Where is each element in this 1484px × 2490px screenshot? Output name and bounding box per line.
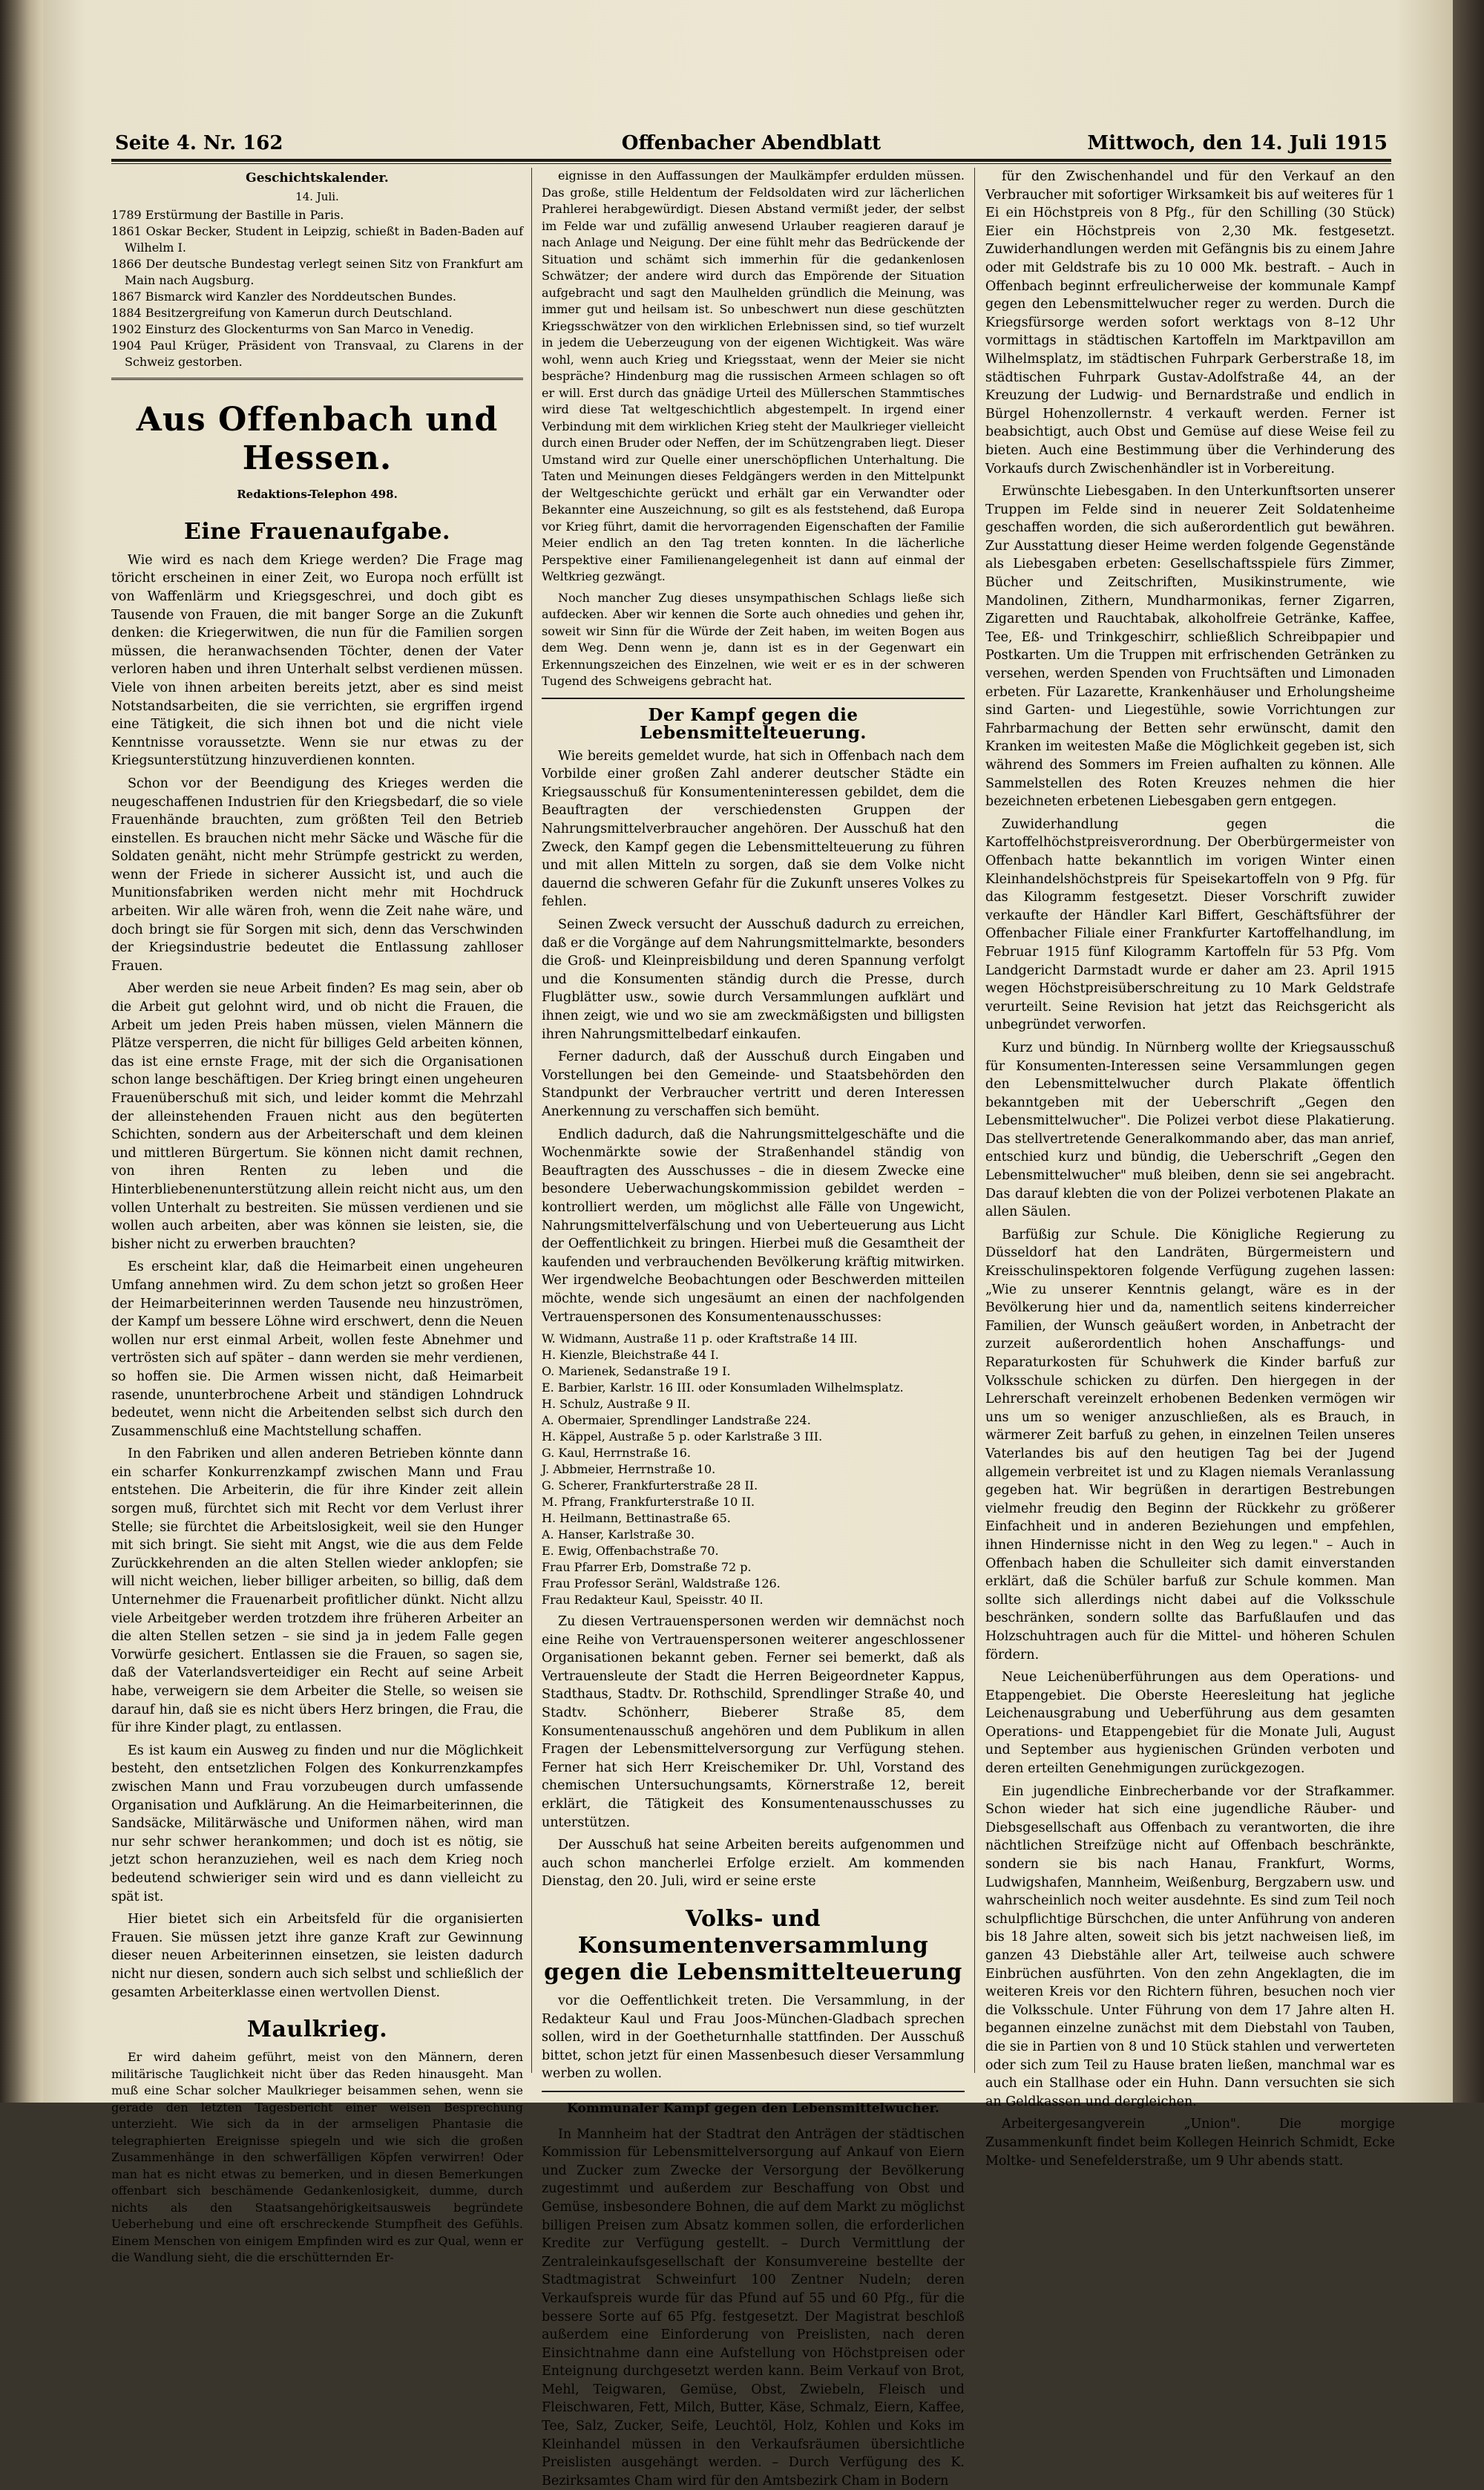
article-paragraph: Es erscheint klar, daß die Heimarbeit einen ungeheuren Umfang annehmen wird. Zu dem schon jetzt so großen Heer der Heimarbeiterinnen werden Tausende neu hinzuströmen, der Kampf um bessere Löhne wird erschwert, denn die Neuen wollen nur erst einmal Arbeit, wollen feste Abnehmer und vertrösten sich auf später – dann werden sie mehr verdienen, so hoffen sie. Die Armen wissen nicht, daß Heimarbeit rasende, ununterbrochene Arbeit und ständigen Lohndruck bedeutet, wenn nicht die Arbeitenden selbst sich durch den Zusammenschluß eine Machtstellung schaffen.	[111, 1259, 523, 1439]
trustee-entry: E. Barbier, Karlstr. 16 III. oder Konsumladen Wilhelmsplatz.	[542, 1380, 904, 1395]
column-divider	[531, 168, 532, 2073]
calendar-title: Geschichtskalender.	[246, 171, 389, 186]
article-paragraph: Ein jugendliche Einbrecherbande vor der Strafkammer. Schon wieder hat sich eine jugendliche Räuber- und Diebsgesellschaft aus Offenbach zu verantworten, die ihre nächtlichen Streifzüge nicht auf Offenbach beschränkte, sondern sie bis nach Hanau, Frankfurt, Worms, Ludwigshafen, Mannheim, Weißenburg, Bergzabern usw. und wahrscheinlich noch weiter ausdehnte. Es sind zum Teil noch schulpflichtige Bürschchen, die unter Anführung von anderen bis 18 Jahre alten, soweit sich bis jetzt nachweisen ließ, im ganzen 43 Diebstähle aller Art, teilweise auch schwere Einbrüchen ausführten. Von den zehn Angeklagten, die im weiteren Kreis vor den Richtern führen, besuchen noch vier die Volksschule. Unter Führung von dem 17 Jahre alten H. begannen einzelne zunächst mit dem Diebstahl von Tauben, die sie in Partien von 8 und 10 Stück stahlen und verwerteten oder sich zum Teil zu Hause braten ließen, manchmal war es auch ein Stallhase oder ein Huhn. Dann versuchten sie sich an Geldkassen und dergleichen.	[985, 1783, 1395, 2109]
trustee-entry: G. Kaul, Herrnstraße 16.	[542, 1446, 692, 1461]
article-paragraph: Schon vor der Beendigung des Krieges werden die neugeschaffenen Industrien für den Kriegsbedarf, die so viele Frauenhände brauchten, zum größten Teil den Betrieb einstellen. Es brauchen nicht mehr Säcke und Wäsche für die Soldaten genäht, nicht mehr Strümpfe gestrickt zu werden, wenn der Friede in sicherer Aussicht ist, und auch die Munitionsfabriken werden nicht mehr mit Hochdruck arbeiten. Wir alle wären froh, wenn die Zeit nahe wäre, und doch bringt sie für Sorgen mit sich, denn das Verschwinden der Kriegsindustrie bedeutet die Entlassung zahlloser Frauen.	[111, 776, 523, 974]
page-edge	[1453, 0, 1484, 2103]
page-header	[115, 126, 1388, 159]
trustee-entry: A. Obermaier, Sprendlinger Landstraße 224.	[542, 1413, 811, 1428]
article-paragraph: Barfüßig zur Schule. Die Königliche Regierung zu Düsseldorf hat den Landräten, Bürgermeistern und Kreisschulinspektoren folgende Verfügung zugehen lassen: „Wie zu unserer Kenntnis gelangt, wäre es in der Bevölkerung hier und da, namentlich seitens kinderreicher Familien, der Wunsch geäußert worden, in Anbetracht der zurzeit außerordentlich hohen Anschaffungs- und Reparaturkosten für Schuhwerk die Kinder barfuß zur Volksschule schicken zu dürfen. Den hiergegen in der Lehrerschaft vereinzelt erhobenen Bedenken vermögen wir uns um so weniger anzuschließen, als es Brauch, in wärmerer Zeit barfuß zu gehen, in einzelnen Teilen unseres Vaterlandes bis auf den heutigen Tag bei der Jugend allgemein verbreitet ist und zu Klagen niemals Veranlassung gegeben hat. Wir begrüßen in derartigen Bestrebungen vielmehr freudig den Beginn der Rückkehr zu größerer Einfachheit und in anderen Beziehungen und empfehlen, ihnen Hindernisse nicht in den Weg zu legen." – Auch in Offenbach haben die Schulleiter sich damit einverstanden erklärt, daß die Schüler barfuß zur Schule kommen. Man sollte sich allerdings nicht dabei auf die Volksschule beschränken, sondern sollte das Barfußlaufen und das Holzschuhtragen auch für die Mittel- und höheren Schulen fördern.	[985, 1227, 1395, 1662]
trustee-entry: H. Schulz, Austraße 9 II.	[542, 1397, 691, 1412]
article-title: Eine Frauenaufgabe.	[184, 518, 450, 545]
article-paragraph: eignisse in den Auffassungen der Maulkämpfer erdulden müssen. Das große, stille Heldentum der Feldsoldaten wird zur lächerlichen Prahlerei herabgewürdigt. Diesen Abstand vermißt jeder, der selbst im Felde war und zufällig anwesend Urlauber reagieren darauf je nach Anlage und Neigung. Der eine fühlt mehr das Bedrückende der Situation und schämt sich immerhin für die gedankenlosen Schwätzer; der andere wird durch das Empörende der Situation aufgebracht und sagt den Maulhelden gründlich die Meinung, was immer gut und heilsam ist. So unbeschwert nun diese geschützten Kriegsschwätzer von den wirklichen Erlebnissen sind, so tief wurzelt in jedem die Ueberzeugung von der eigenen Wichtigkeit. Was wäre wohl, wenn auch Krieg und Kriegsstaat, wenn der Meier sie nicht bespräche? Hindenburg mag die russischen Armeen schlagen so oft er will. Erst durch das gnädige Urteil des Müllerschen Stammtisches wird diese Tat weltgeschichtlich abgestempelt. In irgend einer Verbindung mit dem wirklichen Krieg steht der Maulkrieger vielleicht durch einen Bruder oder Neffen, der im Schützengraben liegt. Dieser Umstand wird zur Quelle einer unerschöpflichen Unterhaltung. Die Taten und Meinungen dieses Feldgängers werden in den Mittelpunkt der Weltgeschichte gerückt und erhält gar ein Verwandter oder Bekannter eine Auszeichnung, so gilt es als feststehend, daß Europa vor Krieg führt, damit die hervorragenden Eigenschaften der Familie Meier endlich an den Tag treten konnten. In die lächerliche Perspektive einer Familienangelegenheit ist dann auf einmal der Weltkrieg gezwängt.	[542, 168, 965, 583]
trustee-entry: Frau Professor Seränl, Waldstraße 126.	[542, 1576, 781, 1591]
trustee-entry: H. Kienzle, Bleichstraße 44 I.	[542, 1348, 719, 1363]
trustee-entry: W. Widmann, Austraße 11 p. oder Kraftstraße 14 III.	[542, 1331, 858, 1346]
header-rule-thin	[111, 163, 1391, 164]
article-paragraph: Der Ausschuß hat seine Arbeiten bereits aufgenommen und auch schon mancherlei Erfolge erzielt. Am kommenden Dienstag, den 20. Juli, wird er seine erste	[542, 1838, 965, 1890]
page-number: Seite 4. Nr. 162	[115, 132, 283, 154]
article-paragraph: Hier bietet sich ein Arbeitsfeld für die organisierten Frauen. Sie müssen jetzt ihre ganze Kraft zur Gewinnung dieser neuen Arbeiterinnen einsetzen, sie leisten dadurch nicht nur diesen, sondern auch sich selbst und schließlich der gesamten Arbeiterklasse einen wertvollen Dienst.	[111, 1912, 523, 2000]
section-heading: Aus Offenbach und Hessen.	[136, 401, 499, 478]
calendar-entry: 1867 Bismarck wird Kanzler des Norddeutschen Bundes.	[111, 289, 457, 304]
section-rule	[542, 2091, 965, 2092]
trustee-entry: M. Pfrang, Frankfurterstraße 10 II.	[542, 1495, 755, 1510]
article-paragraph: Zu diesen Vertrauenspersonen werden wir demnächst noch eine Reihe von Vertrauenspersonen weiterer angeschlossener Organisationen bekannt geben. Ferner sei bemerkt, daß als Vertrauensleute der Stadt die Herren Beigeordneter Kappus, Stadthaus, Stadtv. Dr. Rothschild, Sprendlinger Straße 40, und Stadtv. Schönherr, Bieberer Straße 85, dem Konsumentenausschuß angehören und dem Publikum in allen Fragen der Lebensmittelversorgung zur Verfügung stehen. Ferner hat sich Herr Kreischemiker Dr. Uhl, Vorstand des chemischen Untersuchungsamts, Körnerstraße 12, bereit erklärt, die Tätigkeit des Konsumentenausschusses zu unterstützen.	[542, 1614, 965, 1830]
column-1	[111, 168, 523, 2265]
article-paragraph: vor die Oeffentlichkeit treten. Die Versammlung, in der Redakteur Kaul und Frau Joos-München-Gladbach sprechen sollen, wird in der Goetheturnhalle stattfinden. Der Ausschuß bittet, schon jetzt für einen Massenbesuch dieser Versammlung werben zu wollen.	[542, 1993, 965, 2082]
article-paragraph: Er wird daheim geführt, meist von den Männern, deren militärische Tauglichkeit nicht über das Reden hinausgeht. Man muß eine Schar solcher Maulkrieger beisammen sehen, wenn sie gerade den letzten Tagesbericht einer weisen Besprechung unterzieht. Wie sich da in der armseligen Phantasie die telegraphierten Ereignisse spiegeln und wie sich die großen Zusammenhänge in den schwerfälligen Köpfen verwirren! Oder man hat es nicht etwas zu bemerken, und in diesen Bemerkungen offenbart sich beschämende Gedankenlosigkeit, dumme, durch nichts als den Staatsangehörigkeitsausweis begründete Ueberhebung und eine oft erschreckende Stumpfheit des Gefühls. Einem Menschen von einigem Empfinden wird es zur Qual, wenn er die Wandlung sieht, die die erschütternden Er-	[111, 2050, 523, 2265]
trustee-entry: H. Käppel, Austraße 5 p. oder Karlstraße 3 III.	[542, 1429, 823, 1444]
calendar-entry: 1904 Paul Krüger, Präsident von Transvaal, zu Clarens in der Schweiz gestorben.	[111, 338, 523, 370]
article-paragraph: Kurz und bündig. In Nürnberg wollte der Kriegsausschuß für Konsumenten-Interessen seine Versammlungen gegen den Lebensmittelwucher durch Plakate öffentlich bekanntgeben mit der Ueberschrift „Gegen den Lebensmittelwucher". Die Polizei verbot diese Plakatierung. Das stellvertretende Generalkommando aber, das man anrief, entschied kurz und bündig, die Ueberschrift „Gegen den Lebensmittelwucher" muß bleiben, denn sie sei angebracht. Das darauf klebten die von der Polizei verbotenen Plakate an allen Säulen.	[985, 1040, 1395, 1220]
article-paragraph: Noch mancher Zug dieses unsympathischen Schlags ließe sich aufdecken. Aber wir kennen die Sorte auch ohnedies und gehen ihr, soweit wir Sinn für die Würde der Zeit haben, im weiten Bogen aus dem Weg. Denn wenn je, dann ist es in der Gegenwart ein Erkennungszeichen des Einzelnen, wie weit er es in der schweren Tugend des Schweigens gebracht hat.	[542, 590, 965, 688]
editorial-phone: Redaktions-Telephon 498.	[237, 488, 398, 502]
trustee-entry: G. Scherer, Frankfurterstraße 28 II.	[542, 1478, 758, 1493]
article-paragraph: Aber werden sie neue Arbeit finden? Es mag sein, aber ob die Arbeit gut gelohnt wird, und ob nicht die Frauen, die Arbeit um jeden Preis haben müssen, vielen Männern die Plätze versperren, die nicht für billiges Geld arbeiten können, das ist eine ernste Frage, mit der sich die Organisationen schon lange beschäftigen. Der Krieg bringt einen ungeheuren Frauenüberschuß mit sich, und leider kommt die Mehrzahl der alleinstehenden Frauen nicht aus den begüterten Schichten, sondern aus der Arbeiterschaft und dem kleinen und mittleren Bürgertum. Sie können nicht damit rechnen, von ihren Renten zu leben und die Hinterbliebenenunterstützung allein reicht nicht aus, um den vollen Unterhalt zu bestreiten. Sie müssen verdienen und sie wollen auch arbeiten, aber was können sie leisten, sie, die bisher nicht zu erwerben brauchten?	[111, 981, 523, 1252]
column-2	[542, 168, 965, 2489]
calendar-entry: 1866 Der deutsche Bundestag verlegt seinen Sitz von Frankfurt am Main nach Augsburg.	[111, 257, 523, 288]
article-paragraph: In den Fabriken und allen anderen Betrieben könnte dann ein scharfer Konkurrenzkampf zwischen Mann und Frau entstehen. Die Arbeiterin, die für ihre Kinder zeit allein sorgen muß, fürchtet sich mit Recht vor dem Verlust ihrer Stelle; sie fürchtet die Arbeitslosigkeit, weil sie den Hunger mit sich bringt. Sie sieht mit Angst, wie die aus dem Felde Zurückkehrenden an die alten Stellen wieder anklopfen; sie will nicht weichen, lieber billiger arbeiten, so billig, daß dem Unternehmer die Frauenarbeit profitlicher dünkt. Nicht allzu viele Arbeitgeber werden trotzdem ihre früheren Arbeiter an die alten Stellen setzen – sie sind ja in jedem Falle gegen Vorwürfe gesichert. Entlassen sie die Frauen, so sagen sie, daß der Vaterlandsverteidiger ein Recht auf seine Arbeit habe, verweigern sie dem Arbeiter die Stelle, so weisen sie darauf hin, daß sie es nicht übers Herz bringen, die Frau, die für ihre Kinder plagt, zu entlassen.	[111, 1447, 523, 1736]
article-paragraph: Wie wird es nach dem Kriege werden? Die Frage mag töricht erscheinen in einer Zeit, wo Europa noch erfüllt ist von Waffenlärm und Kriegsgeschrei, und doch gibt es Tausende von Frauen, die mit banger Sorge an die Zukunft denken: die Kriegerwitwen, die nun für die Familien sorgen müssen, die heranwachsenden Töchter, denen der Vater verloren haben und ihren Unterhalt selbst verdienen müssen. Viele von ihnen arbeiten bereits jetzt, aber es sind meist Notstandsarbeiten, die sie verrichten, sie ergriffen irgend eine Tätigkeit, die sich ihnen bot und die nicht viele Kenntnisse voraussetzte. Wenn sie nur etwas zu der Kriegsunterstützung hinzuverdienen konnten.	[111, 552, 523, 769]
article-paragraph: Wie bereits gemeldet wurde, hat sich in Offenbach nach dem Vorbilde einer großen Zahl anderer deutscher Städte ein Kriegsausschuß für Konsumenteninteressen gebildet, dem die Beauftragten der verschiedensten Gruppen der Nahrungsmittelverbraucher angehören. Der Ausschuß hat den Zweck, den Kampf gegen die Lebensmittelteuerung zu führen und mit allen Mitteln zu sorgen, daß sie dem Volke nicht dauernd die schweren Gefahr für die Zukunft unseres Volkes zu fehlen.	[542, 748, 965, 910]
section-rule	[111, 378, 523, 380]
trustee-list	[542, 1331, 965, 1608]
header-rule	[111, 159, 1391, 162]
article-paragraph: Seinen Zweck versucht der Ausschuß dadurch zu erreichen, daß er die Vorgänge auf dem Nahrungsmittelmarkte, besonders die Groß- und Kleinpreisbildung und deren Spannung verfolgt und die Konsumenten ständig durch die Presse, durch Flugblätter usw., sowie durch Versammlungen aufklärt und ihnen zeigt, wie und wo sie am zweckmäßigsten und billigsten ihren Nahrungsmittelbedarf einkaufen.	[542, 917, 965, 1042]
article-paragraph: In Mannheim hat der Stadtrat den Anträgen der städtischen Kommission für Lebensmittelversorgung auf Ankauf von Eiern und Zucker zum Zwecke der Versorgung der Bevölkerung zugestimmt und außerdem zur Beschaffung von Obst und Gemüse, insbesondere Bohnen, die auf dem Markt zu möglichst billigen Preisen zum Absatz kommen sollen, die erforderlichen Kredite zur Verfügung gestellt. – Durch Vermittlung der Zentraleinkaufsgesellschaft der Konsumvereine bestellte der Stadtmagistrat Schweinfurt 100 Zentner Nudeln; deren Verkaufspreis wurde für das Pfund auf 55 und 60 Pfg., für die bessere Sorte auf 65 Pfg. festgesetzt. Der Magistrat beschloß außerdem eine Einforderung von Preislisten, nach deren Einsichtnahme dann eine Aufstellung von Höchstpreisen oder Enteignung durchgesetzt werden kann. Beim Verkauf von Brot, Mehl, Teigwaren, Gemüse, Obst, Zwiebeln, Fleisch und Fleischwaren, Fett, Milch, Butter, Käse, Schmalz, Eiern, Kaffee, Tee, Salz, Zucker, Seife, Leuchtöl, Holz, Kohlen und Koks im Kleinhandel müssen in den Verkaufsräumen übersichtliche Preislisten ausgehängt werden. – Durch Verfügung des K. Bezirksamtes Cham wird für den Amtsbezirk Cham in Bodern	[542, 2126, 965, 2489]
article-paragraph: Arbeitergesangverein „Union". Die morgige Zusammenkunft findet beim Kollegen Heinrich Schmidt, Ecke Moltke- und Senefelderstraße, um 9 Uhr abends statt.	[985, 2117, 1395, 2169]
paper-title: Offenbacher Abendblatt	[621, 132, 881, 154]
trustee-entry: H. Heilmann, Bettinastraße 65.	[542, 1511, 731, 1526]
column-divider	[974, 168, 975, 2073]
article-paragraph: Erwünschte Liebesgaben. In den Unterkunftsorten unserer Truppen im Felde sind in neuerer Zeit Soldatenheime geschaffen worden, die sich außerordentlich gut bewähren. Zur Ausstattung dieser Heime werden folgende Gegenstände als Liebesgaben erbeten: Gesellschaftsspiele fürs Zimmer, Bücher und Zeitschriften, Musikinstrumente, wie Mandolinen, Zithern, Mundharmonikas, ferner Zigarren, Zigaretten und Rauchtabak, alkoholfreie Getränke, Kaffee, Tee, Eß- und Trinkgeschirr, schließlich Schreibpapier und Postkarten. Um die Truppen mit erfrischenden Getränken zu versehen, werden Spenden von Fruchtsäften und Limonaden erbeten. Für Lazarette, Krankenhäuser und Erholungsheime sind Garten- und Liegestühle, sowie Vorrichtungen zur Fahrbarmachung der Betten sehr erwünscht, damit den Kranken im weitesten Maße die Möglichkeit gegeben ist, sich während des Sommers im Freien aufhalten zu können. Alle Sammelstellen des Roten Kreuzes nehmen die hier bezeichneten erbetenen Liebesgaben gern entgegen.	[985, 484, 1395, 810]
article-title: Kommunaler Kampf gegen den Lebensmittelwucher.	[567, 2100, 939, 2116]
article-paragraph: Ferner dadurch, daß der Ausschuß durch Eingaben und Vorstellungen bei den Gemeinde- und Staatsbehörden den Standpunkt der Verbraucher vertritt und deren Interessen Anerkennung zu verschaffen sich bemüht.	[542, 1049, 965, 1119]
article-paragraph: Endlich dadurch, daß die Nahrungsmittelgeschäfte und die Wochenmärkte sowie der Straßenhandel ständig von Beauftragten des Ausschusses – die in diesem Zwecke eine besondere Ueberwachungskommission gebildet werden – kontrolliert werden, um möglichst alle Fälle von Ungewicht, Nahrungsmittelverfälschung und von Ueberteuerung aus Licht der Oeffentlichkeit zu bringen. Hierbei muß die Gesamtheit der kaufenden und verbrauchenden Bevölkerung kräftig mitwirken. Wer irgendwelche Beobachtungen oder Beschwerden mitteilen möchte, wende sich ungesäumt an einen der nachfolgenden Vertrauenspersonen des Konsumentenausschusses:	[542, 1127, 965, 1325]
trustee-entry: Frau Redakteur Kaul, Speisstr. 40 II.	[542, 1593, 764, 1608]
issue-date: Mittwoch, den 14. Juli 1915	[1087, 132, 1388, 154]
trustee-entry: J. Abbmeier, Herrnstraße 10.	[542, 1462, 716, 1477]
calendar-entry: 1861 Oskar Becker, Student in Leipzig, schießt in Baden-Baden auf Wilhelm I.	[111, 224, 523, 255]
article-paragraph: Zuwiderhandlung gegen die Kartoffelhöchstpreisverordnung. Der Oberbürgermeister von Offenbach hatte bekanntlich im vorigen Winter einen Kleinhandelshöchstpreis für Speisekartoffeln von 9 Pfg. für das Kilogramm festgesetzt. Dieser Vorschrift zuwider verkaufte der Händler Karl Biffert, Geschäftsführer der Offenbacher Filiale einer Frankfurter Kartoffelhandlung, im Februar 1915 fünf Kilogramm Kartoffeln für 53 Pfg. Vom Landgericht Darmstadt wurde er daher am 23. April 1915 wegen Höchstpreisüberschreitung zu 10 Mark Geldstrafe verurteilt. Seine Revision hat jetzt das Reichsgericht als unbegründet verworfen.	[985, 816, 1395, 1033]
calendar-entry: 1884 Besitzergreifung von Kamerun durch Deutschland.	[111, 306, 453, 321]
article-paragraph: Es ist kaum ein Ausweg zu finden und nur die Möglichkeit besteht, den entsetzlichen Folgen des Konkurrenzkampfes zwischen Mann und Frau vorzubeugen durch umfassende Organisation und Aufklärung. An die Heimarbeiterinnen, die Sandsäcke, Militärwäsche und Uniformen nähen, wird man nur sehr schwer herankommen; und doch ist es nötig, sie jetzt schon heranzuziehen, weil es nach dem Krieg noch bedeutend schwieriger sein wird und es dann vielleicht zu spät ist.	[111, 1743, 523, 1904]
trustee-entry: Frau Pfarrer Erb, Domstraße 72 p.	[542, 1560, 752, 1575]
trustee-entry: A. Hanser, Karlstraße 30.	[542, 1527, 695, 1542]
column-3	[985, 168, 1395, 2169]
calendar-entry: 1789 Erstürmung der Bastille in Paris.	[111, 208, 344, 223]
article-title: Volks- und Konsumentenversammlung gegen die Lebensmittelteuerung	[544, 1906, 962, 1985]
section-rule	[542, 698, 965, 699]
article-title: Maulkrieg.	[246, 2016, 388, 2043]
trustee-entry: O. Marienek, Sedanstraße 19 I.	[542, 1364, 731, 1379]
calendar-date: 14. Juli.	[295, 189, 339, 203]
calendar-entry: 1902 Einsturz des Glockenturms von San Marco in Venedig.	[111, 322, 474, 337]
article-paragraph: Neue Leichenüberführungen aus dem Operations- und Etappengebiet. Die Oberste Heeresleitung hat jegliche Leichenausgrabung und Ueberführung aus dem gesamten Operations- und Etappengebiet für die Monate Juli, August und September aus hygienischen Gründen verboten und deren erteilten Genehmigungen zurückgezogen.	[985, 1670, 1395, 1777]
article-paragraph: für den Zwischenhandel und für den Verkauf an den Verbraucher mit sofortiger Wirksamkeit bis auf weiteres für 1 Ei ein Höchstpreis von 8 Pfg., für den Schilling (30 Stück) Eier ein Höchstpreis von 2,30 Mk. festgesetzt. Zuwiderhandlungen werden mit Gefängnis bis zu einem Jahre oder mit Geldstrafe bis zu 10 000 Mk. bestraft. – Auch in Offenbach beginnt erfreulicherweise der kommunale Kampf gegen den Lebensmittelwucher reger zu werden. Durch die Kriegsfürsorge werden sofort werktags von 8–12 Uhr vormittags in städtischen Kartoffeln im Marktpavillon am Wilhelmsplatz, im städtischen Fuhrpark Gerberstraße 18, im städtischen Fuhrpark Gustav-Adolfstraße 44, an der Kreuzung der Ludwig- und Bernardstraße und endlich in Bürgel Hohenzollernstr. 4 verkauft werden. Ferner ist beabsichtigt, auch Obst und Gemüse auf diese Weise feil zu bieten. Auch eine Bestimmung über die Verhinderung des Vorkaufs durch Zwischenhändler ist in Vorbereitung.	[985, 169, 1395, 476]
trustee-entry: E. Ewig, Offenbachstraße 70.	[542, 1544, 719, 1559]
book-spine	[0, 0, 43, 2103]
article-title: Der Kampf gegen die Lebensmittelteuerung.	[640, 704, 867, 744]
history-calendar	[111, 169, 523, 370]
